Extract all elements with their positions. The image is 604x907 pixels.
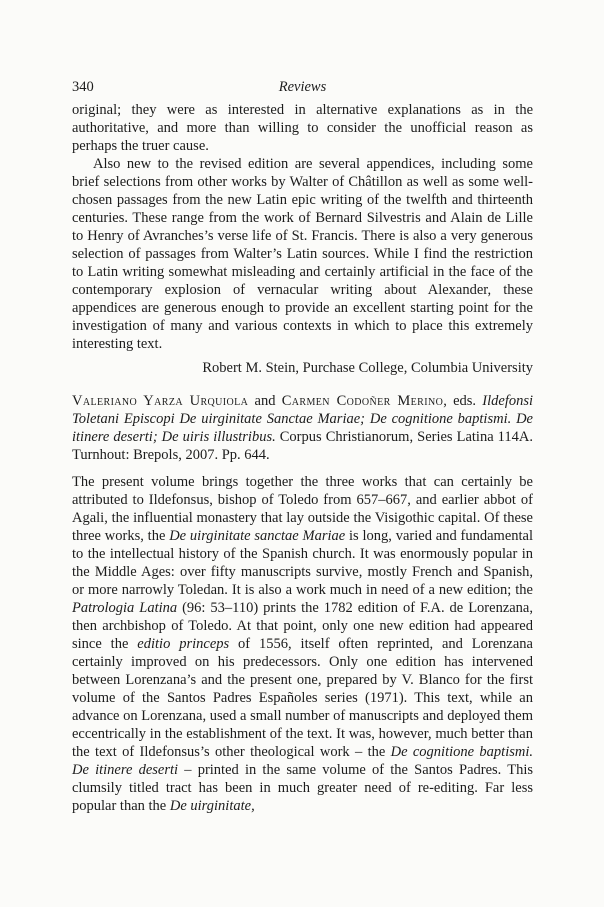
ildefonsus-review-opening-paragraph: The present volume brings together the three works that can certainly be attributed to Ildefonsus, bishop of Toledo from 657–667, and earlier abbot of Agali, the influential monastery that lay outside the Visigothic capital. Of these three works, the De uirginitate sanctae Mariae is long, varied and fundamental to the intellectual history of the Spanish church. It was enormously popular in the Middle Ages: over fifty manuscripts survive, mostly French and Spanish, or more narrowly Toledan. It is also a work much in need of a new edition; the Patrologia Latina (96: 53–110) prints the 1782 edition of F.A. de Lorenzana, then archbishop of Toledo. At that point, only one new edition had appeared since the editio princeps of 1556, itself often reprinted, and Lorenzana certainly improved on his predecessors. Only one edition has intervened between Lorenzana’s and the present one, prepared by V. Blanco for the first volume of the Santos Padres Españoles series (1971). This text, while an advance on Lorenzana, used a small number of manuscripts and deployed them eccentrically in the establishment of the text. It was, however, much better than the text of Ildefonsus’s other theological work – the De cognitione baptismi. De itinere deserti – printed in the same volume of the Santos Padres. This clumsily titled tract has been in much greater need of re-editing. Far less popular than the De uirginitate,: [72, 474, 533, 814]
stein-review-closing-paragraph: original; they were as interested in alternative explanations as in the authoritative, and more than willing to consider the unofficial reason as perhaps the truer cause.: [72, 102, 533, 154]
running-title: Reviews: [278, 79, 327, 95]
reviewer-byline: Robert M. Stein, Purchase College, Columbia University: [202, 360, 533, 376]
stein-review-appendices-paragraph: Also new to the revised edition are several appendices, including some brief selections from other works by Walter of Châtillon as well as some well-chosen passages from the new Latin epic writing of the twelfth and thirteenth centuries. These range from the work of Bernard Silvestris and Alain de Lille to Henry of Avranches’s verse life of St. Francis. There is also a very generous selection of passages from Walter’s Latin sources. While I find the restriction to Latin writing somewhat misleading and certainly artificial in the face of the contemporary explosion of vernacular writing about Alexander, these appendices are generous enough to provide an excellent starting point for the investigation of many and various contexts in which to place this extremely interesting text.: [72, 156, 533, 352]
page-number: 340: [72, 79, 94, 95]
running-header: [72, 78, 533, 96]
ildefonsus-review-heading: Valeriano Yarza Urquiola and Carmen Codoñer Merino, eds. Ildefonsi Toletani Episcopi De uirginitate Sanctae Mariae; De cognitione baptismi. De itinere deserti; De uiris illustribus. Corpus Christianorum, Series Latina 114A. Turnhout: Brepols, 2007. Pp. 644.: [72, 393, 534, 463]
